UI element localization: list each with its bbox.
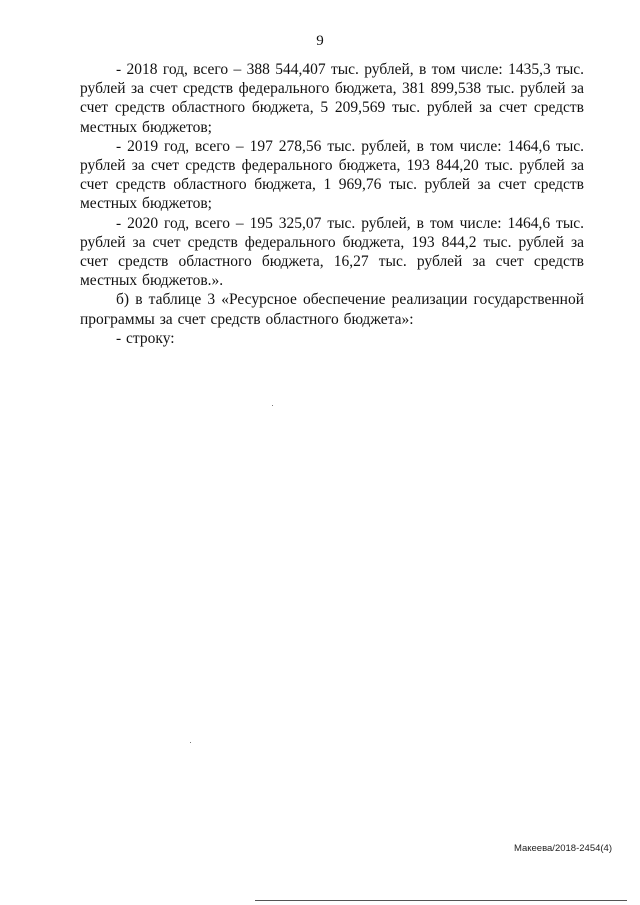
paragraph-table-3-reference: б) в таблице 3 «Ресурсное обеспечение реализации государственной программы за счет средств областного бюджета»:: [80, 291, 584, 328]
page-number: 9: [316, 33, 324, 49]
paragraph-2020-funding: - 2020 год, всего – 195 325,07 тыс. рублей, в том числе: 1464,6 тыс. рублей за счет средств федерального бюджета, 193 844,2 тыс. рублей за счет средств областного бюджета, 16,27 тыс. рублей за счет средств местных бюджетов.».: [80, 214, 584, 290]
paragraph-2019-funding: - 2019 год, всего – 197 278,56 тыс. рублей, в том числе: 1464,6 тыс. рублей за счет средств федерального бюджета, 193 844,20 тыс. рублей за счет средств областного бюджета, 1 969,76 тыс. рублей за счет средств местных бюджетов;: [80, 137, 584, 213]
paragraph-2018-funding: - 2018 год, всего – 388 544,407 тыс. рублей, в том числе: 1435,3 тыс. рублей за счет средств федерального бюджета, 381 899,538 тыс. рублей за счет средств областного бюджета, 5 209,569 тыс. рублей за счет средств местных бюджетов;: [80, 61, 584, 136]
scan-artifact: [272, 405, 273, 406]
body-text: [80, 60, 584, 348]
bottom-scan-edge: [255, 900, 627, 901]
scan-artifact: [190, 742, 191, 743]
document-code: Макеева/2018-2454(4): [513, 843, 612, 854]
paragraph-row-label: - строку:: [116, 329, 175, 347]
